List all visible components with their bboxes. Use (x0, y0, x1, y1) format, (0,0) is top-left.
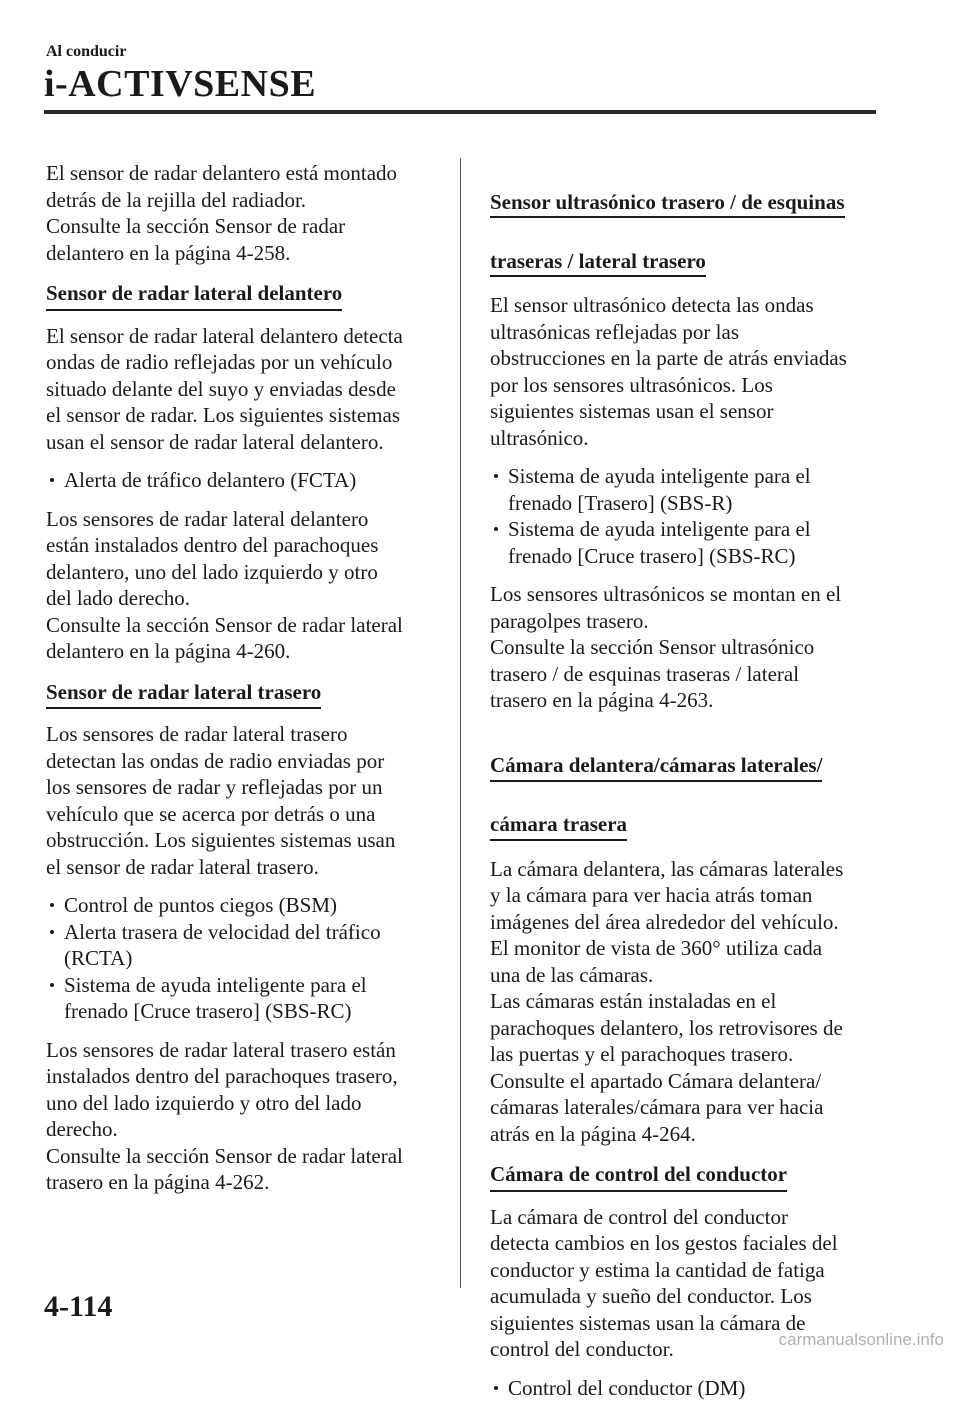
driver-camera-description: La cámara de control del conductor detecta cambios en los gestos faciales del conductor y estima la cantidad de fatiga acumulada y sueño del conductor. Los siguientes sistemas usan la cámara de control del conductor. (490, 1204, 838, 1361)
bullet-icon (494, 474, 498, 478)
bullet-icon (494, 527, 498, 531)
list-item-text: Sistema de ayuda inteligente para el frenado [Trasero] (SBS-R) (508, 464, 811, 515)
ultrasonic-bullets (490, 463, 882, 569)
bullet-icon (50, 903, 54, 907)
list-item (46, 467, 438, 494)
page-number: 4-114 (44, 1290, 113, 1323)
left-column (46, 160, 438, 1208)
list-item (46, 972, 438, 1025)
rear-lateral-install: Los sensores de radar lateral trasero están instalados dentro del parachoques trasero, uno del lado izquierdo y otro del lado derecho. Consulte la sección Sensor de radar lateral trasero en la página 4-262. (46, 1037, 403, 1194)
ultrasonic-heading-line: traseras / lateral trasero (490, 248, 706, 278)
ultrasonic-heading (490, 162, 882, 280)
ultrasonic-heading-line: Sensor ultrasónico trasero / de esquinas (490, 189, 845, 219)
intro-paragraph: El sensor de radar delantero está montado detrás de la rejilla del radiador. Consulte la sección Sensor de radar delantero en la página 4-258. (46, 161, 398, 265)
rear-lateral-bullets (46, 892, 438, 1025)
column-divider (460, 158, 461, 1288)
bullet-icon (494, 1386, 498, 1390)
front-lateral-bullets (46, 467, 438, 494)
bullet-icon (50, 983, 54, 987)
cameras-heading-line: cámara trasera (490, 811, 627, 841)
list-item-text: Control del conductor (DM) (508, 1375, 746, 1400)
list-item (490, 1375, 882, 1402)
front-lateral-description: El sensor de radar lateral delantero detecta ondas de radio reflejadas por un vehículo situado delante del suyo y enviadas desde el sensor de radar. Los siguientes sistemas usan el sensor de radar lateral delantero. (46, 323, 403, 454)
list-item-text: Sistema de ayuda inteligente para el frenado [Cruce trasero] (SBS-RC) (64, 972, 367, 1023)
list-item (490, 463, 882, 516)
bullet-icon (50, 930, 54, 934)
driver-camera-heading: Cámara de control del conductor (490, 1161, 787, 1192)
list-item (46, 892, 438, 919)
list-item-text: Control de puntos ciegos (BSM) (64, 893, 337, 917)
driver-camera-bullets (490, 1375, 882, 1402)
section-label: Al conducir (46, 43, 127, 60)
front-lateral-heading: Sensor de radar lateral delantero (46, 280, 342, 311)
cameras-heading (490, 726, 882, 844)
rear-lateral-heading: Sensor de radar lateral trasero (46, 679, 321, 710)
list-item-text: Alerta de tráfico delantero (FCTA) (64, 468, 357, 492)
list-item (46, 919, 438, 972)
ultrasonic-description: El sensor ultrasónico detecta las ondas ultrasónicas reflejadas por las obstrucciones en la parte de atrás enviadas por los sensores ultrasónicos. Los siguientes sistemas usan el sensor ultrasónico. (490, 293, 847, 450)
cameras-heading-line: Cámara delantera/cámaras laterales/ (490, 752, 822, 782)
list-item-text: Alerta trasera de velocidad del tráfico (RCTA) (64, 919, 381, 970)
bullet-icon (50, 478, 54, 482)
list-item-text: Sistema de ayuda inteligente para el frenado [Cruce trasero] (SBS-RC) (508, 517, 811, 568)
cameras-description: La cámara delantera, las cámaras laterales y la cámara para ver hacia atrás toman imágenes del área alrededor del vehículo. El monitor de vista de 360° utiliza cada una de las cámaras. Las cámaras están instaladas en el parachoques delantero, los retrovisores de las puertas y el parachoques trasero. Consulte el apartado Cámara delantera/ cámaras laterales/cámara para ver hacia atrás en la página 4-264. (490, 856, 844, 1146)
ultrasonic-install: Los sensores ultrasónicos se montan en el paragolpes trasero. Consulte la sección Sensor ultrasónico trasero / de esquinas traseras / lateral trasero en la página 4-263. (490, 582, 842, 712)
right-column (490, 160, 882, 1413)
chapter-title: i-ACTIVSENSE (44, 63, 317, 105)
list-item (490, 516, 882, 569)
front-lateral-install: Los sensores de radar lateral delantero están instalados dentro del parachoques delantero, uno del lado izquierdo y otro del lado derecho. Consulte la sección Sensor de radar lateral delantero en la página 4-260. (46, 506, 403, 663)
rear-lateral-description: Los sensores de radar lateral trasero detectan las ondas de radio enviadas por los sensores de radar y reflejadas por un vehículo que se acerca por detrás o una obstrucción. Los siguientes sistemas usan el sensor de radar lateral trasero. (46, 722, 396, 879)
watermark: carmanualsonline.info (778, 1330, 944, 1349)
header-rule (44, 110, 876, 114)
